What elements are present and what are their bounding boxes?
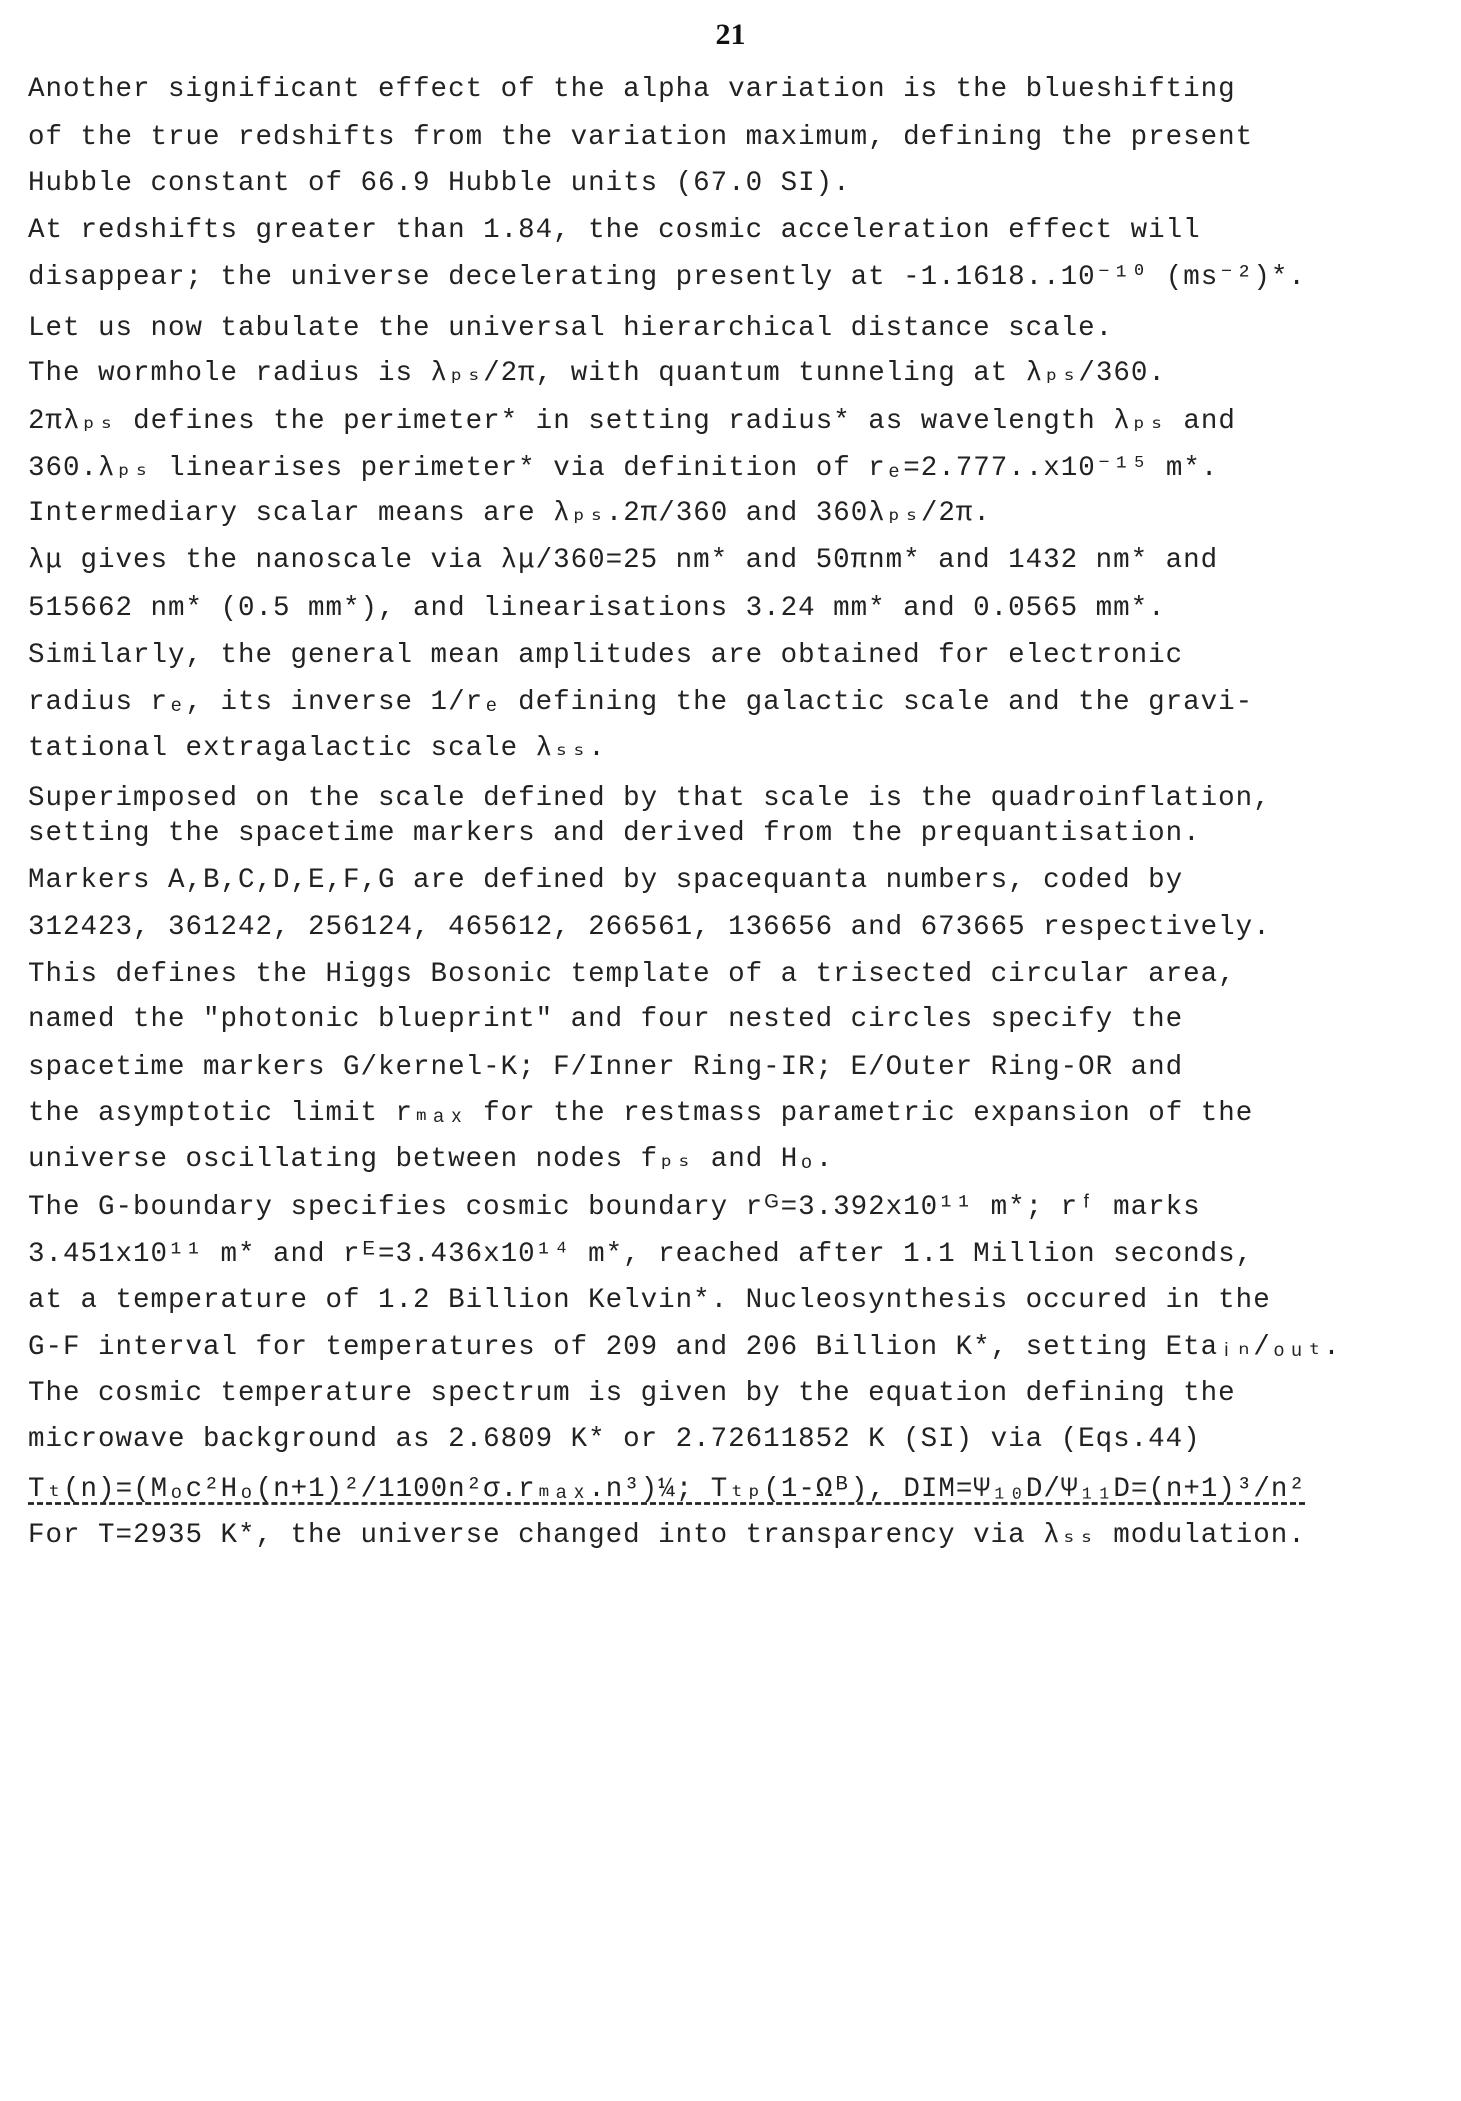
text-line: The cosmic temperature spectrum is given by the equation defining the xyxy=(28,1378,1236,1409)
text-line: This defines the Higgs Bosonic template of a trisected circular area, xyxy=(28,959,1236,990)
text-line: the asymptotic limit rₘₐₓ for the restmass parametric expansion of the xyxy=(28,1098,1254,1129)
text-line: 2πλₚₛ defines the perimeter* in setting radius* as wavelength λₚₛ and xyxy=(28,406,1236,437)
text-line: universe oscillating between nodes fₚₛ and Hₒ. xyxy=(28,1144,834,1175)
text-line: 515662 nm* (0.5 mm*), and linearisations 3.24 mm* and 0.0565 mm*. xyxy=(28,593,1166,624)
text-line: Another significant effect of the alpha variation is the blueshifting xyxy=(28,74,1236,105)
text-line: named the "photonic blueprint" and four nested circles specify the xyxy=(28,1004,1184,1035)
text-line: 360.λₚₛ linearises perimeter* via definition of rₑ=2.777..x10⁻¹⁵ m*. xyxy=(28,453,1219,484)
text-line: Similarly, the general mean amplitudes are obtained for electronic xyxy=(28,640,1184,671)
text-line: The wormhole radius is λₚₛ/2π, with quantum tunneling at λₚₛ/360. xyxy=(28,358,1166,389)
text-line: disappear; the universe decelerating presently at -1.1618..10⁻¹⁰ (ms⁻²)*. xyxy=(28,262,1306,293)
text-line: microwave background as 2.6809 K* or 2.72611852 K (SI) via (Eqs.44) xyxy=(28,1424,1201,1455)
text-line: tational extragalactic scale λₛₛ. xyxy=(28,733,606,764)
text-line: at a temperature of 1.2 Billion Kelvin*. Nucleosynthesis occured in the xyxy=(28,1285,1271,1316)
text-line: G-F interval for temperatures of 209 and 206 Billion K*, setting Etaᵢₙ/ₒᵤₜ. xyxy=(28,1332,1341,1363)
text-line: 312423, 361242, 256124, 465612, 266561, 136656 and 673665 respectively. xyxy=(28,912,1271,943)
text-line: setting the spacetime markers and derived from the prequantisation. xyxy=(28,818,1201,849)
text-line: Hubble constant of 66.9 Hubble units (67.0 SI). xyxy=(28,168,851,199)
text-line: Markers A,B,C,D,E,F,G are defined by spacequanta numbers, coded by xyxy=(28,865,1184,896)
text-line: Superimposed on the scale defined by that scale is the quadroinflation, xyxy=(28,783,1271,814)
text-line: The G-boundary specifies cosmic boundary rᴳ=3.392x10¹¹ m*; rᶠ marks xyxy=(28,1192,1201,1223)
text-line: 3.451x10¹¹ m* and rᴱ=3.436x10¹⁴ m*, reached after 1.1 Million seconds, xyxy=(28,1239,1254,1270)
text-line: Let us now tabulate the universal hierarchical distance scale. xyxy=(28,313,1114,344)
text-line: radius rₑ, its inverse 1/rₑ defining the galactic scale and the gravi- xyxy=(28,687,1254,718)
text-line: of the true redshifts from the variation maximum, defining the present xyxy=(28,122,1254,153)
page-number: 21 xyxy=(715,18,746,51)
text-line: Intermediary scalar means are λₚₛ.2π/360 and 360λₚₛ/2π. xyxy=(28,498,991,529)
text-line: For T=2935 K*, the universe changed into transparency via λₛₛ modulation. xyxy=(28,1520,1306,1551)
text-line: At redshifts greater than 1.84, the cosmic acceleration effect will xyxy=(28,215,1201,246)
text-line: λμ gives the nanoscale via λμ/360=25 nm* and 50πnm* and 1432 nm* and xyxy=(28,545,1219,576)
text-line: Tₜ(n)=(Mₒc²Hₒ(n+1)²/1100n²σ.rₘₐₓ.n³)¼; Tₜₚ(1-Ωᴮ), DIM=Ψ₁₀D/Ψ₁₁D=(n+1)³/n² xyxy=(28,1474,1306,1505)
text-line: spacetime markers G/kernel-K; F/Inner Ring-IR; E/Outer Ring-OR and xyxy=(28,1052,1184,1083)
